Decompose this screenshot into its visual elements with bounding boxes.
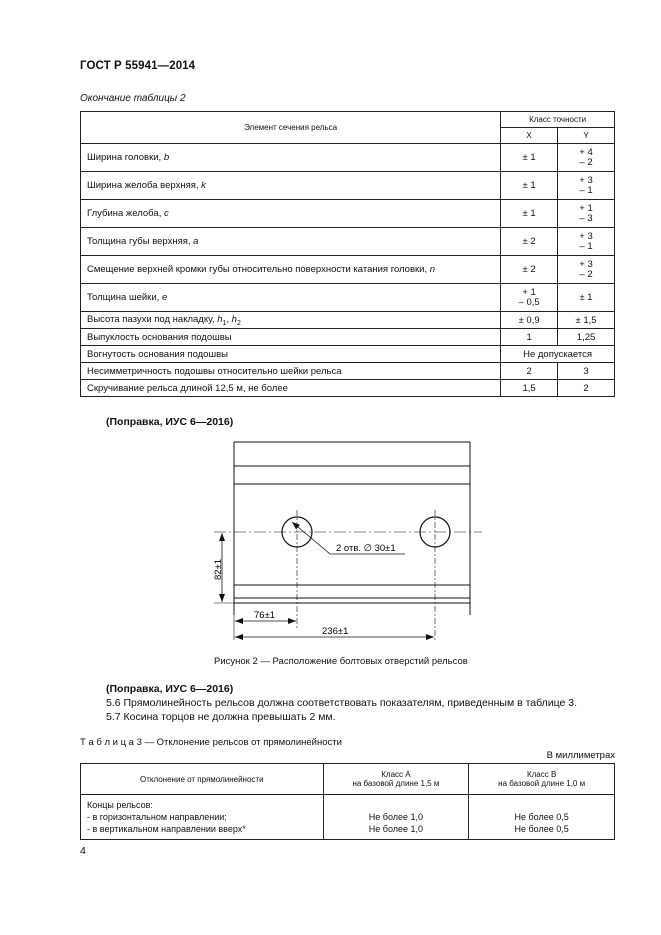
correction-note: (Поправка, ИУС 6—2016) xyxy=(106,683,234,695)
header-x: X xyxy=(501,128,558,144)
table-row: Вогнутость основания подошвы Не допускается xyxy=(81,346,615,363)
rail-outline xyxy=(234,442,470,615)
bolt-holes-figure xyxy=(200,440,490,650)
page-number: 4 xyxy=(80,845,86,857)
table-row: Выпуклость основания подошвы 1 1,25 xyxy=(81,329,615,346)
paragraph-5-7: 5.7 Косина торцов не должна превышать 2 мм. xyxy=(106,711,336,723)
dim-82-label: 82±1 xyxy=(213,558,224,580)
table-row: Толщина шейки, e + 1 – 0,5 ± 1 xyxy=(81,284,615,312)
table-row: Ширина желоба верхняя, k ± 1 + 3 – 1 xyxy=(81,172,615,200)
table-row: Концы рельсов: - в горизонтальном направлении; - в вертикальном направлении вверх* Не более 1,0 Не более 1,0 Не более 0,5 Не более 0,5 xyxy=(81,795,615,840)
table-row: Смещение верхней кромки губы относительно поверхности катания головки, n ± 2 + 3 – 2 xyxy=(81,256,615,284)
header-deviation: Отклонение от прямолинейности xyxy=(81,764,324,795)
table-row: Высота пазухи под накладку, $h_1$, $h_2$ ± 0,9 ± 1,5 xyxy=(81,312,615,329)
header-class-a: Класс А на базовой длине 1,5 м xyxy=(323,764,469,795)
header-y: Y xyxy=(558,128,615,144)
table-row: Скручивание рельса длиной 12,5 м, не более 1,5 2 xyxy=(81,380,615,397)
correction-note: (Поправка, ИУС 6—2016) xyxy=(106,416,234,428)
table-3-title: Т а б л и ц а 3 — Отклонение рельсов от прямолинейности xyxy=(80,737,342,748)
figure-caption: Рисунок 2 — Расположение болтовых отверстий рельсов xyxy=(214,656,468,667)
table-row: Толщина губы верхняя, a ± 2 + 3 – 1 xyxy=(81,228,615,256)
header-element: Элемент сечения рельса xyxy=(81,112,501,144)
table-3-units: В миллиметрах xyxy=(546,750,615,761)
paragraph-5-6: 5.6 Прямолинейность рельсов должна соответствовать показателям, приведенным в таблице 3. xyxy=(106,697,578,709)
table-2 xyxy=(80,111,615,397)
dim-76-label: 76±1 xyxy=(254,610,276,621)
header-class-b: Класс В на базовой длине 1,0 м xyxy=(469,764,615,795)
hole-label: 2 отв. ∅ 30±1 xyxy=(336,543,396,554)
table-row: Глубина желоба, c ± 1 + 1 – 3 xyxy=(81,200,615,228)
table-3 xyxy=(80,763,615,840)
table-continuation-label: Окончание таблицы 2 xyxy=(80,93,186,104)
table-row: Ширина головки, b ± 1 + 4 – 2 xyxy=(81,144,615,172)
document-header: ГОСТ Р 55941—2014 xyxy=(80,60,196,72)
header-class: Класс точности xyxy=(501,112,615,128)
table-row: Несимметричность подошвы относительно шейки рельса 2 3 xyxy=(81,363,615,380)
dim-236-label: 236±1 xyxy=(322,626,349,637)
